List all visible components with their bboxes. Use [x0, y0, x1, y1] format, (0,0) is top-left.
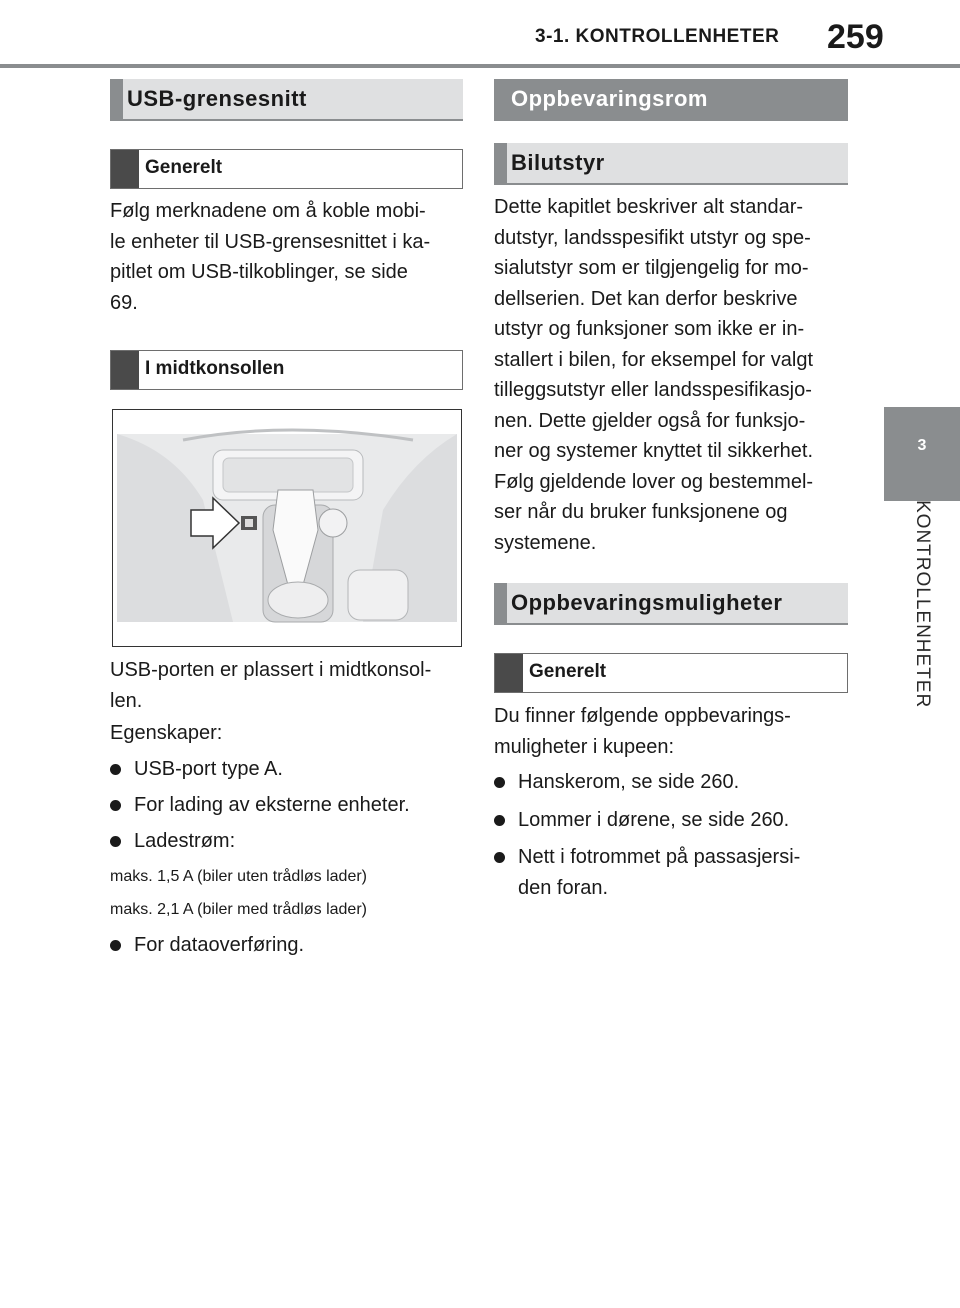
paragraph-usb-note	[110, 196, 430, 318]
bullet-item	[110, 930, 304, 961]
text-line: utstyr og funksjoner som ikke er in-	[494, 318, 805, 340]
subheading-bar	[111, 150, 139, 188]
section-heading-text: Oppbevaringsmuligheter	[511, 590, 783, 615]
heading-bar	[494, 143, 507, 183]
bullet-item	[110, 754, 283, 785]
text-line: len.	[110, 689, 143, 712]
text-line: muligheter i kupeen:	[494, 735, 675, 758]
bullet-text: For lading av eksterne enheter.	[134, 794, 410, 816]
bullet-item	[110, 826, 235, 857]
text-line: ser når du bruker funksjonene og	[494, 501, 788, 523]
running-header-section: 3-1. KONTROLLENHETER	[535, 26, 780, 47]
heading-bar	[110, 79, 123, 119]
note-line: maks. 2,1 A (biler med trådløs lader)	[110, 901, 367, 918]
chapter-tab: 3	[884, 407, 960, 501]
section-heading-oppbevaringsrom	[494, 79, 848, 121]
text-line: ner og systemer knyttet til sikkerhet.	[494, 440, 814, 462]
header-rule	[0, 64, 960, 68]
bullet-item	[494, 767, 739, 798]
paragraph-bilutstyr	[494, 192, 813, 558]
text-line: 69.	[110, 291, 138, 314]
bullet-text: Lommer i dørene, se side 260.	[518, 809, 790, 831]
bullet-text-continued: den foran.	[518, 876, 609, 899]
section-heading-text: Oppbevaringsrom	[511, 86, 708, 111]
text-line: Følg merknadene om å koble mobi-	[110, 200, 426, 222]
subheading-text: I midtkonsollen	[145, 358, 285, 379]
bullet-item	[110, 790, 410, 821]
heading-bar	[494, 583, 507, 623]
subheading-bar	[495, 654, 523, 692]
section-heading-text: USB-grensesnitt	[127, 86, 307, 111]
text-line: pitlet om USB-tilkoblinger, se side	[110, 261, 408, 283]
subheading-generelt	[110, 149, 463, 189]
section-heading-text: Bilutstyr	[511, 150, 605, 175]
text-line: sialutstyr som er tilgjengelig for mo-	[494, 257, 809, 279]
text-line: le enheter til USB-grensesnittet i ka-	[110, 230, 431, 253]
text-line: Dette kapitlet beskriver alt standar-	[494, 196, 804, 218]
bullet-dot	[110, 800, 121, 811]
paragraph-oppbevaring-intro	[494, 701, 791, 762]
bullet-item	[494, 805, 789, 836]
text-line: systemene.	[494, 531, 597, 554]
bullet-text: Nett i fotrommet på passasjersi-	[518, 846, 801, 868]
bullet-dot	[494, 777, 505, 788]
text-line: nen. Dette gjelder også for funksjo-	[494, 409, 806, 432]
bullet-dot	[110, 764, 121, 775]
bullet-text: Ladestrøm:	[134, 830, 236, 852]
bullet-dot	[494, 815, 505, 826]
paragraph-usb-location	[110, 655, 431, 716]
bullet-item	[494, 842, 800, 903]
text-line: USB-porten er plassert i midtkonsol-	[110, 659, 432, 681]
text-line: Du finner følgende oppbevarings-	[494, 705, 791, 727]
page-number: 259	[827, 18, 884, 56]
egenskaper-label: Egenskaper:	[110, 722, 223, 744]
console-drawing	[113, 410, 461, 646]
subheading-text: Generelt	[145, 157, 223, 178]
text-line: dutstyr, landsspesifikt utstyr og spe-	[494, 226, 811, 249]
subheading-midtkonsollen	[110, 350, 463, 390]
bullet-text: USB-port type A.	[134, 758, 283, 780]
section-heading-usb	[110, 79, 463, 121]
bullet-text: For dataoverføring.	[134, 934, 305, 956]
bullet-dot	[494, 852, 505, 863]
subheading-generelt-right	[494, 653, 848, 693]
bullet-text: Hanskerom, se side 260.	[518, 771, 740, 793]
text-line: Følg gjeldende lover og bestemmel-	[494, 470, 814, 493]
chapter-title-vertical: KONTROLLENHETER	[912, 500, 933, 709]
bullet-dot	[110, 940, 121, 951]
section-heading-bilutstyr	[494, 143, 848, 185]
subheading-text: Generelt	[529, 661, 607, 682]
subheading-bar	[111, 351, 139, 389]
bullet-dot	[110, 836, 121, 847]
text-line: tilleggsutstyr eller landsspesifikasjo-	[494, 379, 812, 401]
section-heading-oppbevaringsmuligheter	[494, 583, 848, 625]
center-console-illustration	[112, 409, 462, 647]
text-line: stallert i bilen, for eksempel for valgt	[494, 348, 814, 371]
text-line: dellserien. Det kan derfor beskrive	[494, 287, 798, 310]
note-line: maks. 1,5 A (biler uten trådløs lader)	[110, 868, 367, 885]
